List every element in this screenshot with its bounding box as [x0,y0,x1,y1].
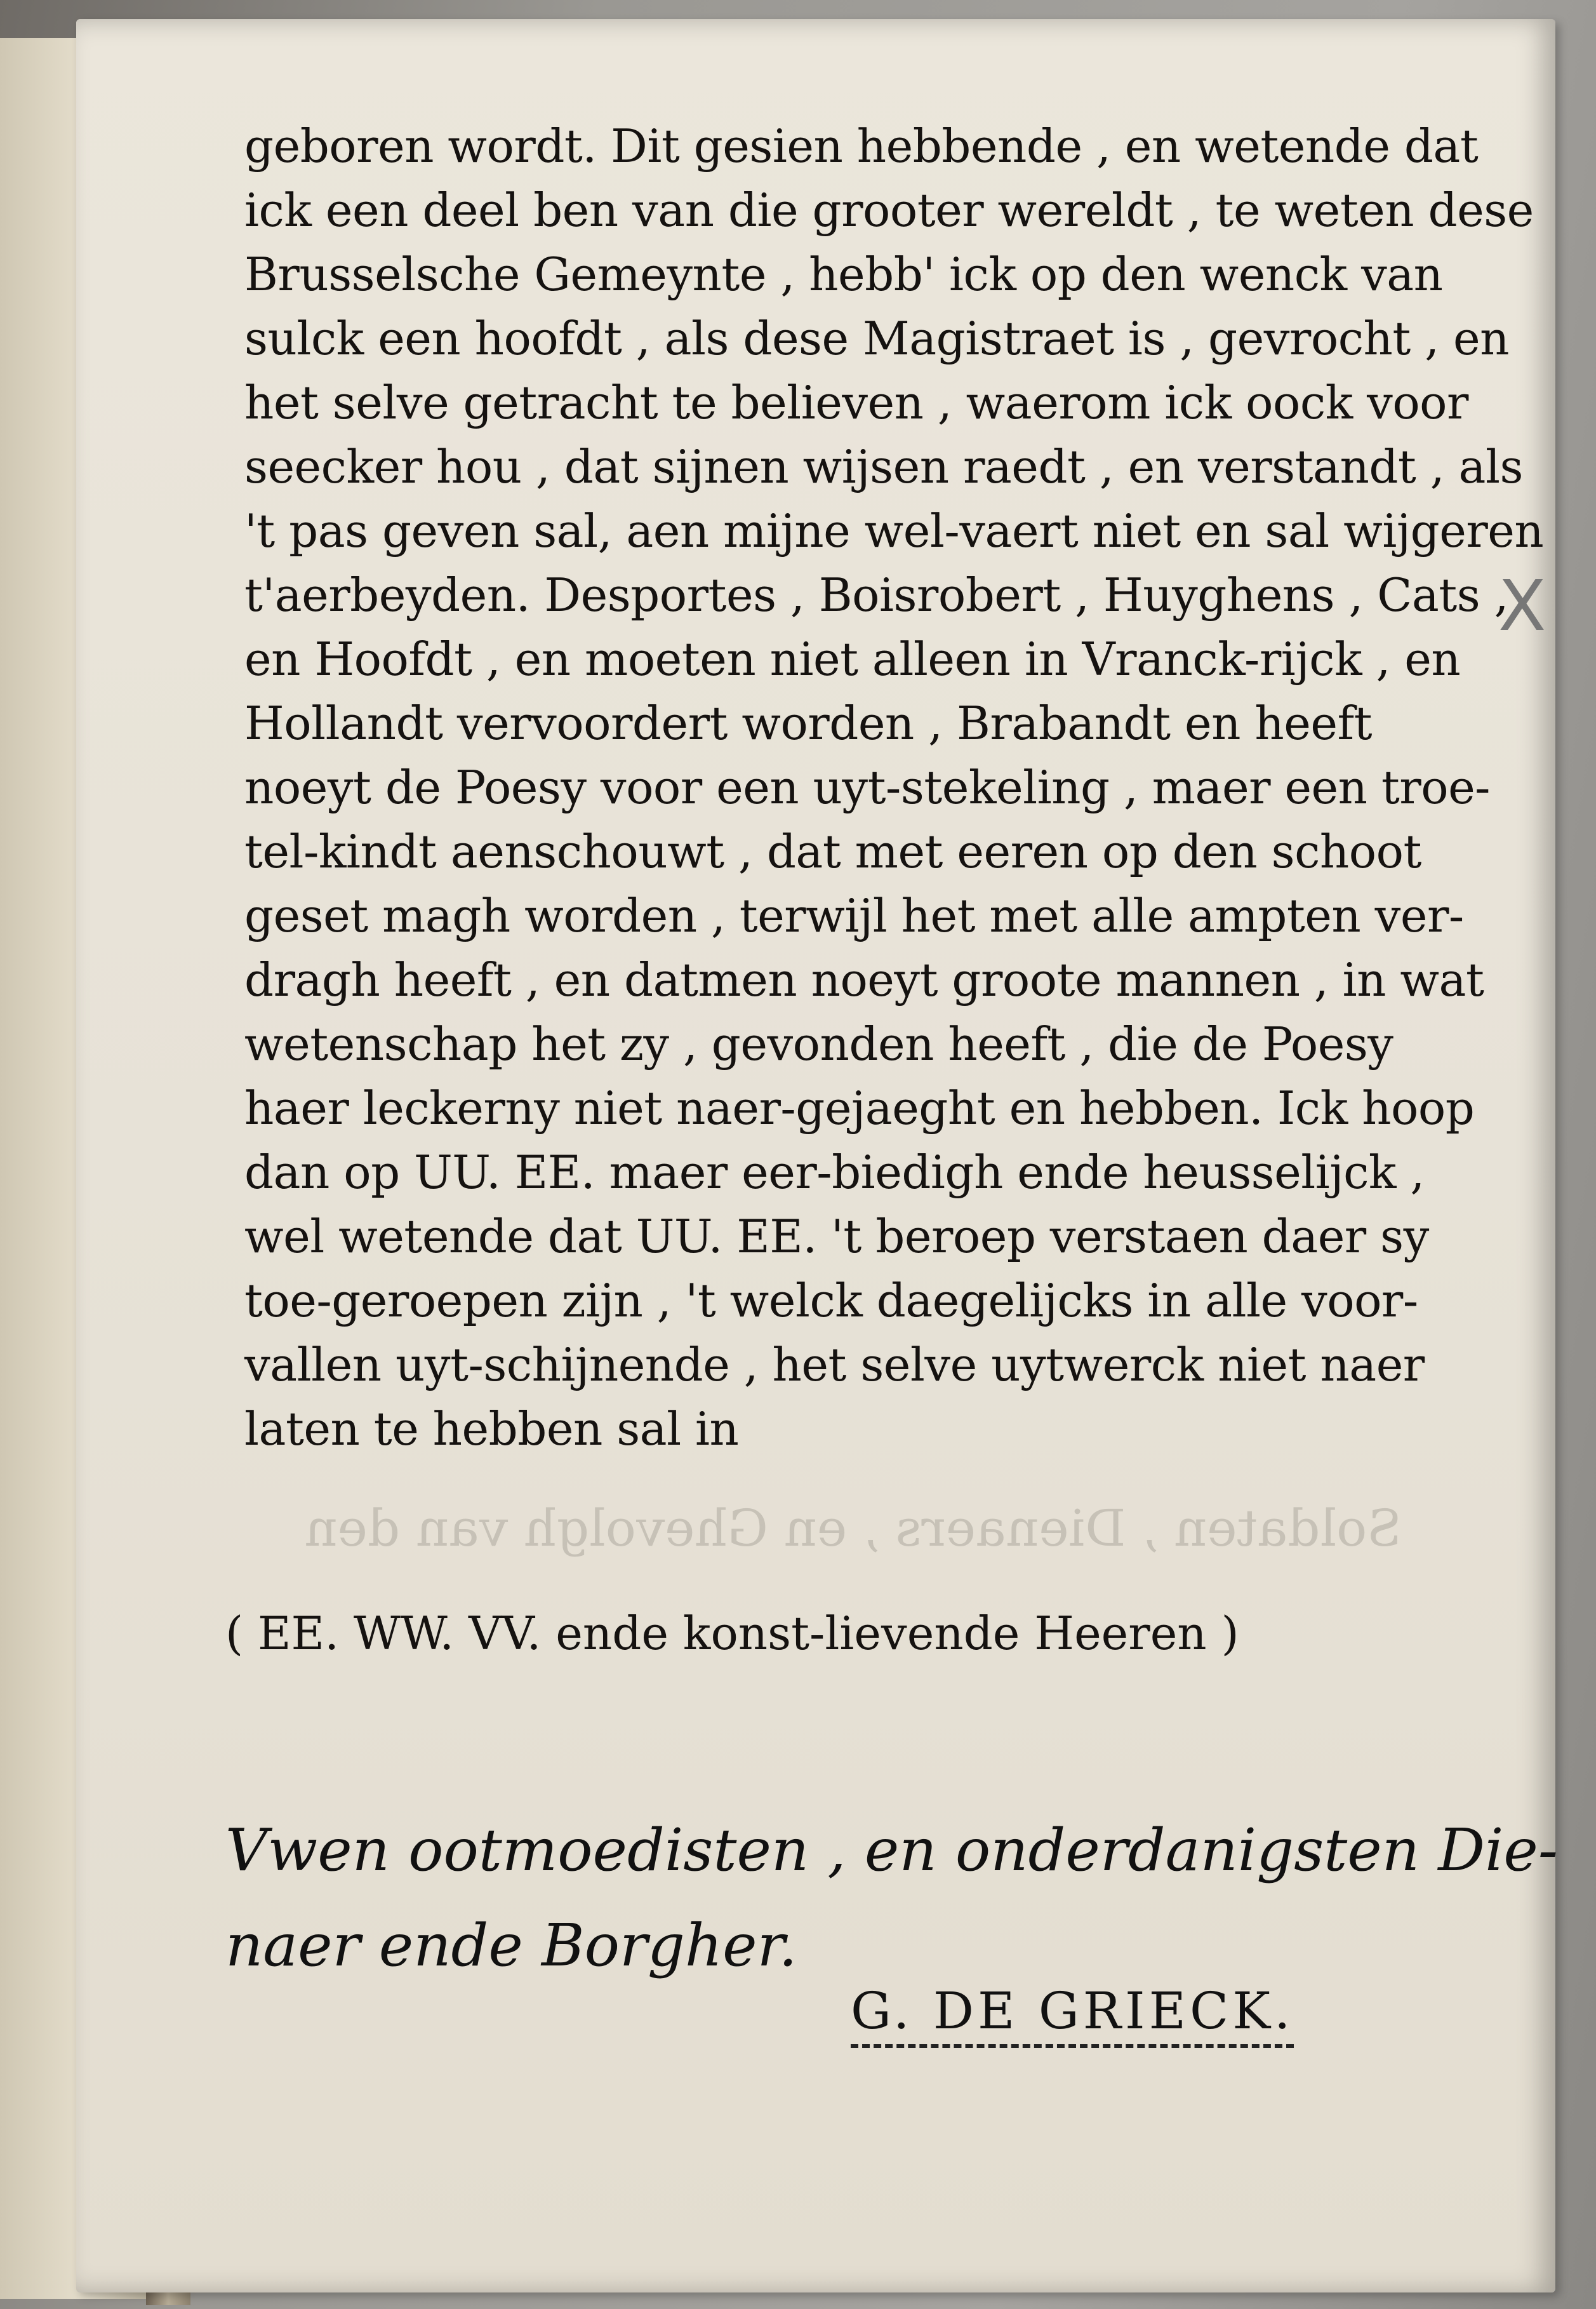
body-line: dragh heeft , en datmen noeyt groote mannen , in wat [244,953,1484,1007]
body-line: geboren wordt. Dit gesien hebbende , en wetende dat [244,119,1479,173]
body-line: Brusselsche Gemeynte , hebb' ick op den wenck van [244,248,1443,301]
body-line: t'aerbeyden. Desportes , Boisrobert , Huyghens , Cats , [244,568,1508,622]
closing-salutation: ( EE. WW. VV. ende konst-lievende Heeren ) [225,1607,1239,1660]
body-line: ick een deel ben van die grooter wereldt , te weten dese [244,184,1534,237]
body-line: dan op UU. EE. maer eer-biedigh ende heusselijck , [244,1146,1425,1199]
margin-cross-mark: X [1498,565,1546,646]
signature-line-2: naer ende Borgher. [225,1911,797,1979]
body-line: toe-geroepen zijn , 't welck daegelijcks in alle voor- [244,1274,1418,1327]
body-line: wel wetende dat UU. EE. 't beroep verstaen daer sy [244,1210,1429,1263]
body-line: seecker hou , dat sijnen wijsen raedt , en verstandt , als [244,440,1523,493]
body-line: sulck een hoofdt , als dese Magistraet is , gevrocht , en [244,312,1509,365]
body-text [244,114,1544,1461]
show-through-text: Soldaten , Dienaers , en Ghevolgh van den [305,1499,1402,1558]
signature-line-1: Vwen ootmoedisten , en onderdanigsten Die- [225,1816,1558,1884]
body-line: laten te hebben sal in [244,1402,739,1456]
body-line: haer leckerny niet naer-gejaeght en hebben. Ick hoop [244,1081,1475,1135]
body-line: geset magh worden , terwijl het met alle ampten ver- [244,889,1464,942]
body-line: noeyt de Poesy voor een uyt-stekeling , maer een troe- [244,761,1490,814]
body-line: en Hoofdt , en moeten niet alleen in Vranck-rijck , en [244,632,1461,686]
body-line: wetenschap het zy , gevonden heeft , die de Poesy [244,1017,1393,1071]
author-name: G. DE GRIECK. [851,1981,1294,2048]
body-line: 't pas geven sal, aen mijne wel-vaert niet en sal wijgeren [244,504,1544,558]
body-line: Hollandt vervoordert worden , Brabandt en heeft [244,697,1373,750]
body-line: vallen uyt-schijnende , het selve uytwerck niet naer [244,1338,1425,1391]
body-line: het selve getracht te believen , waerom ick oock voor [244,376,1468,429]
body-line: tel-kindt aenschouwt , dat met eeren op den schoot [244,825,1421,878]
